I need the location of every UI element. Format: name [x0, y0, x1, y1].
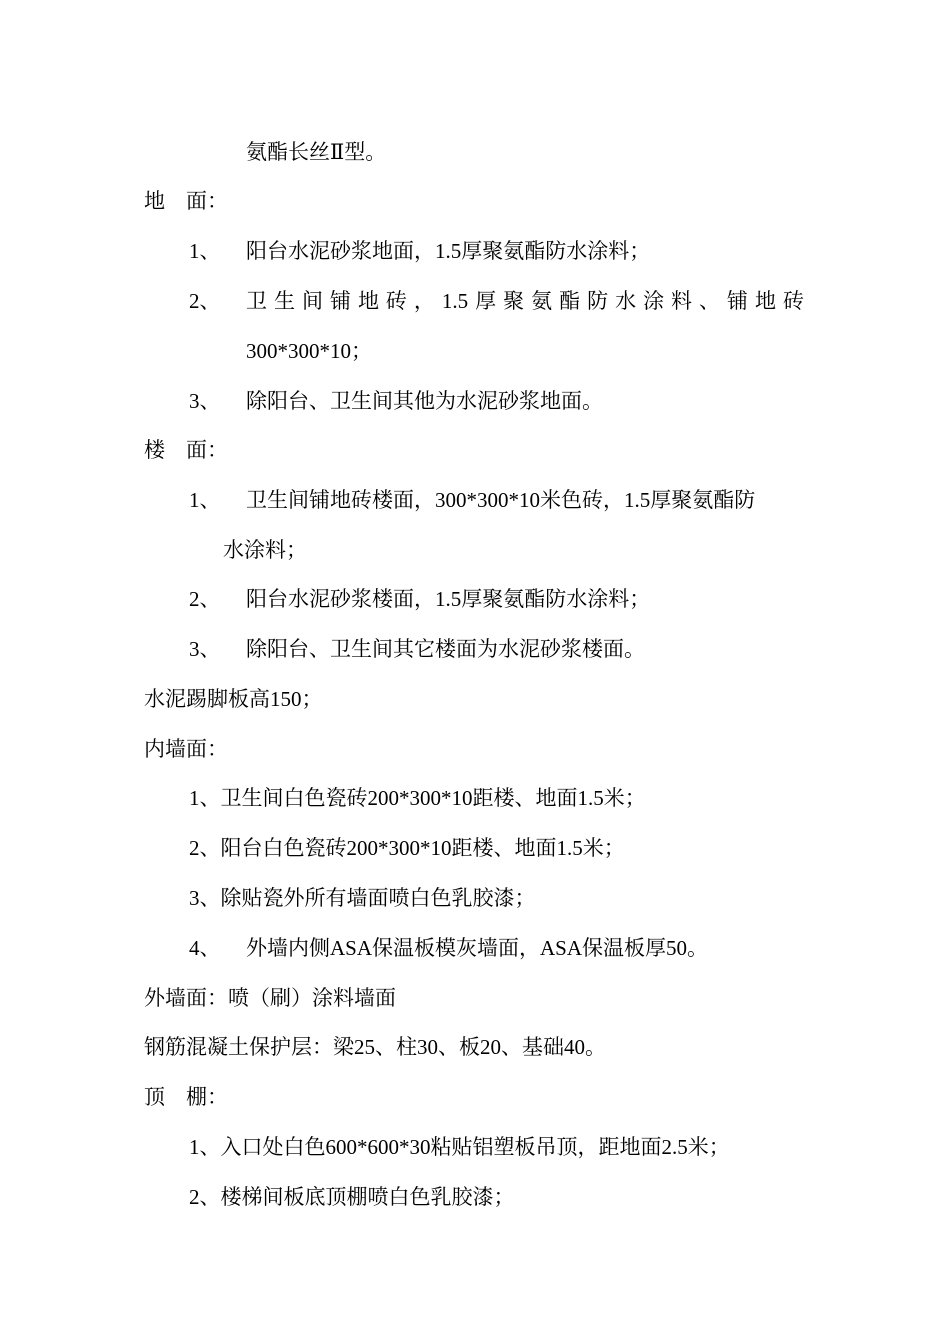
rebar-cover-line: 钢筋混凝土保护层：梁25、柱30、板20、基础40。	[144, 1035, 606, 1059]
list-item: 2、楼梯间板底顶棚喷白色乳胶漆；	[189, 1185, 515, 1209]
list-item-continuation: 水涂料；	[223, 538, 307, 562]
section-heading-ceiling: 顶 棚：	[144, 1085, 228, 1109]
list-item: 1、入口处白色600*600*30粘贴铝塑板吊顶，距地面2.5米；	[189, 1135, 730, 1159]
list-number: 3、	[189, 389, 221, 413]
list-item: 2、阳台白色瓷砖200*300*10距楼、地面1.5米；	[189, 836, 625, 860]
list-number: 1、	[189, 239, 221, 263]
list-item: 外墙内侧ASA保温板模灰墙面，ASA保温板厚50。	[246, 936, 709, 960]
continuation-line: 氨酯长丝Ⅱ型。	[246, 140, 387, 164]
list-item: 1、卫生间白色瓷砖200*300*10距楼、地面1.5米；	[189, 786, 646, 810]
list-item: 卫生间铺地砖，1.5厚聚氨酯防水涂料、铺地砖	[246, 289, 804, 313]
list-number: 4、	[189, 936, 221, 960]
list-item: 3、除贴瓷外所有墙面喷白色乳胶漆；	[189, 886, 536, 910]
list-number: 2、	[189, 289, 221, 313]
outer-wall-line: 外墙面：喷（刷）涂料墙面	[144, 986, 396, 1010]
list-item: 除阳台、卫生间其它楼面为水泥砂浆楼面。	[246, 637, 645, 661]
list-item: 阳台水泥砂浆地面，1.5厚聚氨酯防水涂料；	[246, 239, 651, 263]
list-item: 阳台水泥砂浆楼面，1.5厚聚氨酯防水涂料；	[246, 587, 651, 611]
list-number: 2、	[189, 587, 221, 611]
list-item: 卫生间铺地砖楼面，300*300*10米色砖，1.5厚聚氨酯防	[246, 488, 756, 512]
section-heading-floor: 地 面：	[144, 189, 228, 213]
section-heading-inner-wall: 内墙面：	[144, 737, 228, 761]
list-number: 1、	[189, 488, 221, 512]
skirting-line: 水泥踢脚板高150；	[144, 687, 323, 711]
list-number: 3、	[189, 637, 221, 661]
list-item-continuation: 300*300*10；	[246, 339, 372, 363]
section-heading-storey: 楼 面：	[144, 438, 228, 462]
list-item: 除阳台、卫生间其他为水泥砂浆地面。	[246, 389, 603, 413]
